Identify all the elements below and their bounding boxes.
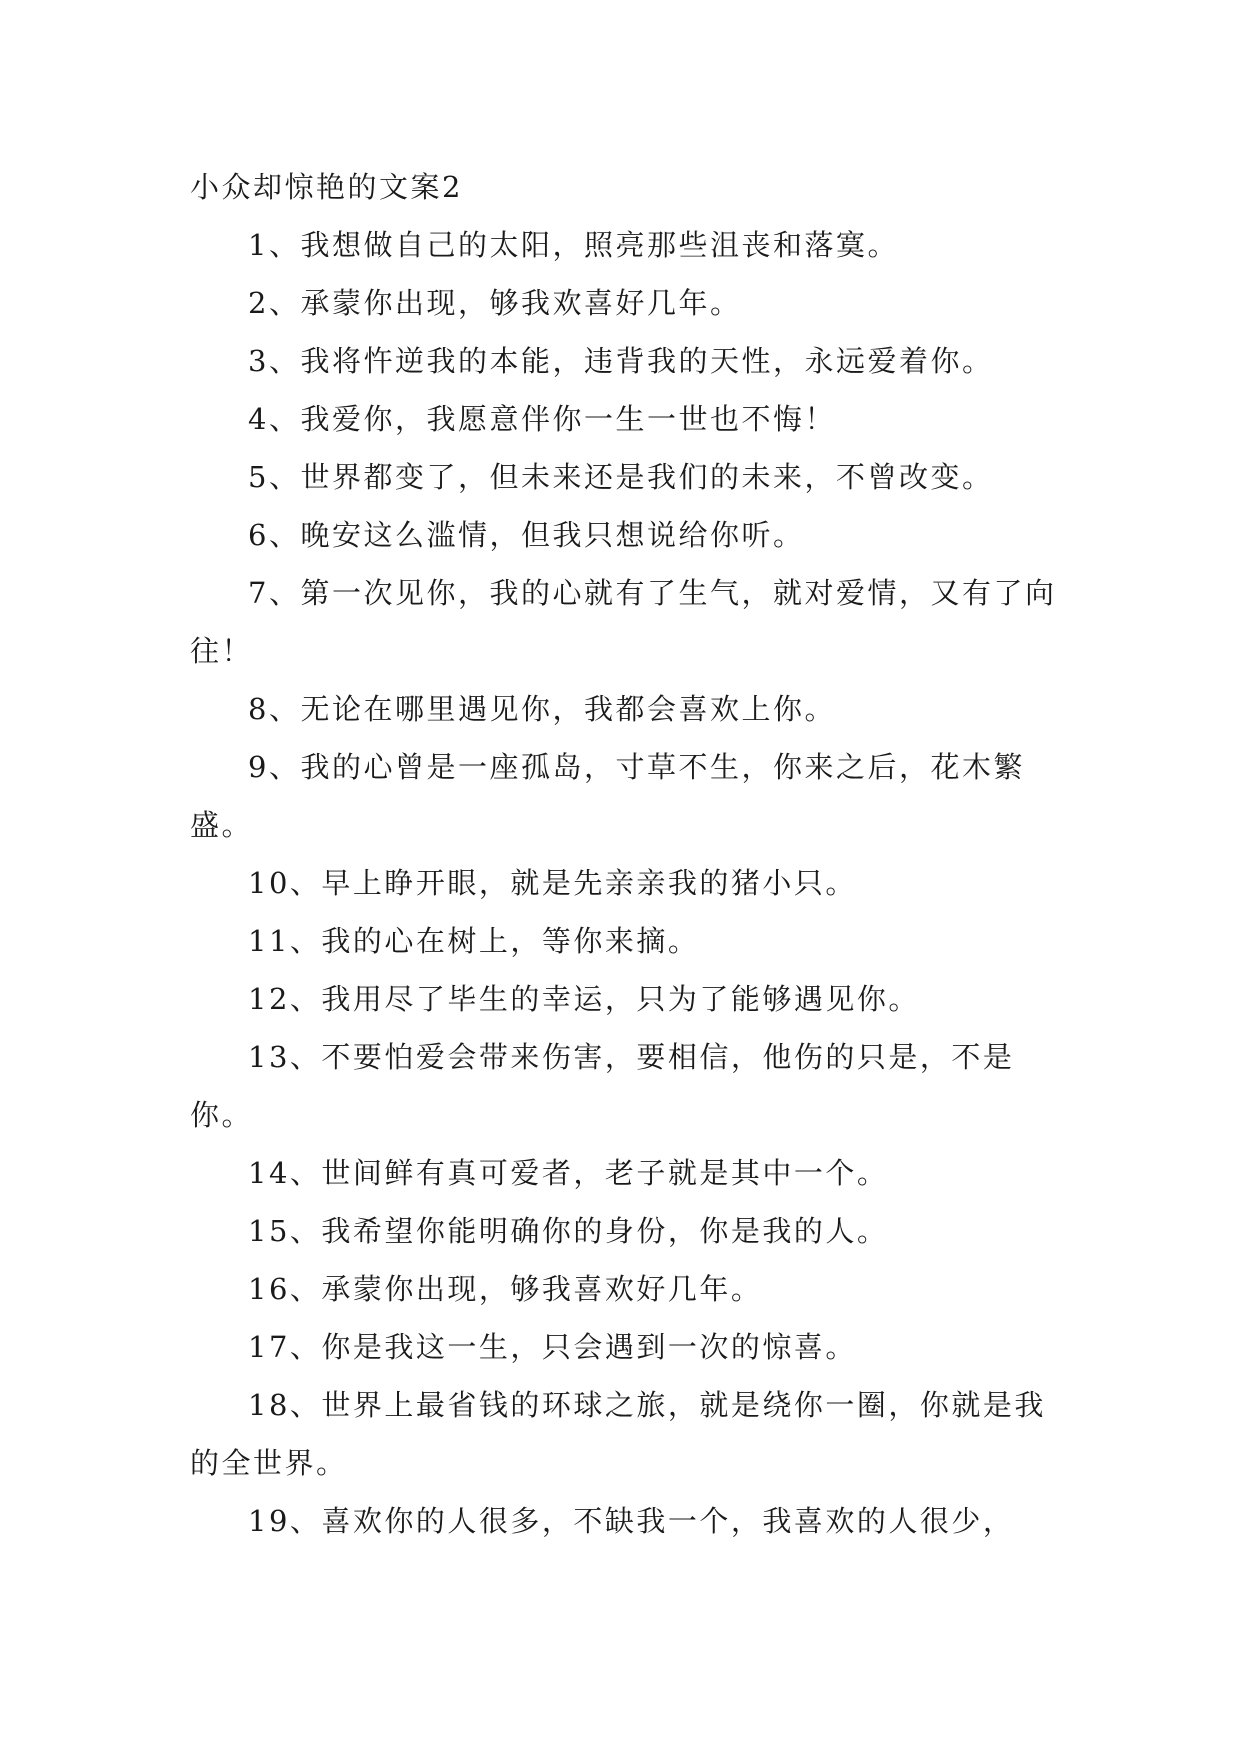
paragraph-2: 2、承蒙你出现，够我欢喜好几年。 [248, 286, 742, 320]
paragraph-17: 17、你是我这一生，只会遇到一次的惊喜。 [248, 1330, 857, 1364]
paragraph-3: 3、我将忤逆我的本能，违背我的天性，永远爱着你。 [248, 344, 994, 378]
paragraph-14: 14、世间鲜有真可爱者，老子就是其中一个。 [248, 1156, 889, 1190]
paragraph-16: 16、承蒙你出现，够我喜欢好几年。 [248, 1272, 763, 1306]
paragraph-6: 6、晚安这么滥情，但我只想说给你听。 [248, 518, 805, 552]
paragraph-12: 12、我用尽了毕生的幸运，只为了能够遇见你。 [248, 982, 920, 1016]
paragraph-11: 11、我的心在树上，等你来摘。 [248, 924, 700, 958]
paragraph-5: 5、世界都变了，但未来还是我们的未来，不曾改变。 [248, 460, 994, 494]
paragraph-9: 9、我的心曾是一座孤岛，寸草不生，你来之后，花木繁盛。 [190, 750, 1025, 842]
paragraph-4: 4、我爱你，我愿意伴你一生一世也不悔！ [248, 402, 836, 436]
document-title: 小众却惊艳的文案2 [190, 170, 463, 204]
document-body [190, 158, 1060, 1550]
paragraph-13: 13、不要怕爱会带来伤害，要相信，他伤的只是，不是你。 [190, 1040, 1015, 1132]
paragraph-19: 19、喜欢你的人很多，不缺我一个，我喜欢的人很少， [248, 1504, 1015, 1538]
paragraph-1: 1、我想做自己的太阳，照亮那些沮丧和落寞。 [248, 228, 899, 262]
paragraph-8: 8、无论在哪里遇见你，我都会喜欢上你。 [248, 692, 836, 726]
paragraph-15: 15、我希望你能明确你的身份，你是我的人。 [248, 1214, 889, 1248]
paragraph-18: 18、世界上最省钱的环球之旅，就是绕你一圈，你就是我的全世界。 [190, 1388, 1046, 1480]
paragraph-7: 7、第一次见你，我的心就有了生气，就对爱情，又有了向往！ [190, 576, 1057, 668]
paragraph-10: 10、早上睁开眼，就是先亲亲我的猪小只。 [248, 866, 857, 900]
